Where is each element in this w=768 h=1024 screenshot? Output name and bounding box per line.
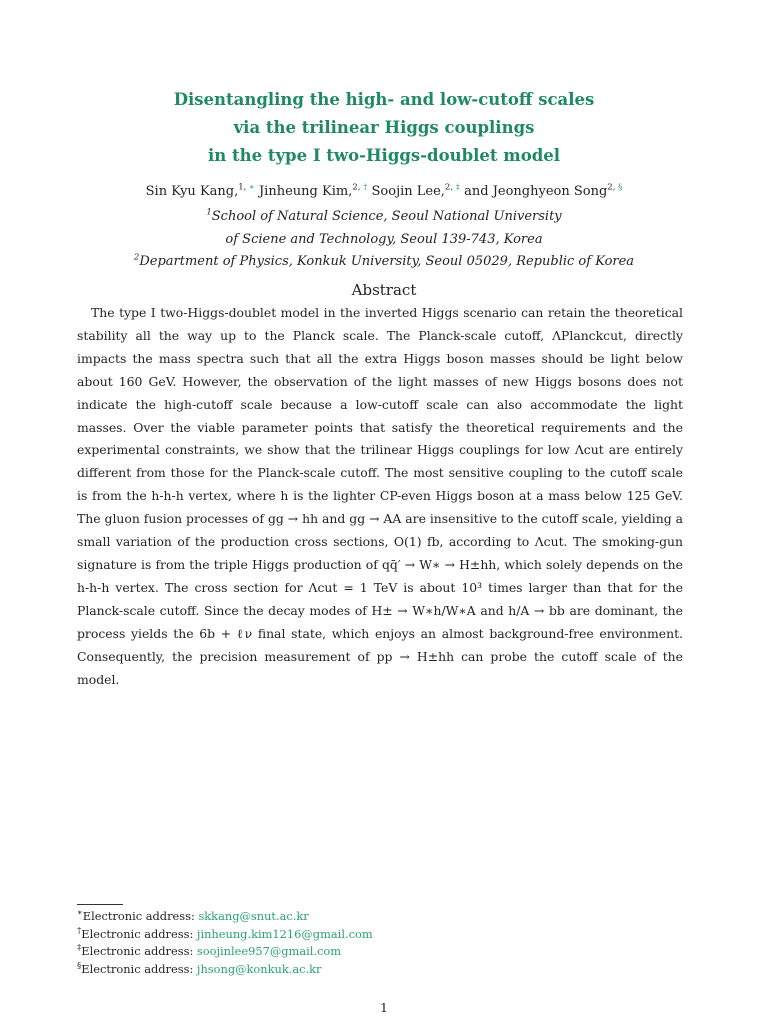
affiliation-text: Department of Physics, Konkuk University, Seoul 05029, Republic of Korea	[139, 254, 635, 269]
email-link[interactable]: soojinlee957@gmail.com	[196, 944, 342, 958]
footnote-label: Electronic address:	[81, 944, 197, 958]
email-link[interactable]: jhsong@konkuk.ac.kr	[196, 961, 322, 976]
footnote-mark: ∗	[77, 908, 83, 919]
affiliation-number: 1	[206, 207, 212, 218]
title-line-2: via the trilinear Higgs couplings	[233, 118, 535, 137]
abstract-body: The type I two-Higgs-doublet model in the inverted Higgs scenario can retain the theoretical stability all the way up to the Planck scale. The Planck-scale cutoff, ΛPlanckcut, directly impacts the mass spectra such that all the extra Higgs boson masses should be light below about 160 GeV. However, the observation of the light masses of new Higgs bosons does not indicate the high-cutoff scale because a low-cutoff scale can also accommodate the light masses. Over the viable parameter points that satisfy the theoretical requirements and the experimental constraints, we show that the trilinear Higgs couplings for low Λcut are entirely different from those for the Planck-scale cutoff. The most sensitive coupling to the cutoff scale is from the h-h-h vertex, where h is the lighter CP-even Higgs boson at a mass below 125 GeV. The gluon fusion processes of gg → hh and gg → AA are insensitive to the cutoff scale, yielding a small variation of the production cross sections, O(1) fb, according to Λcut. The smoking-gun signature is from the triple Higgs production of qq̄′ → W∗ → H±hh, which solely depends on the h-h-h vertex. The cross section for Λcut = 1 TeV is about 10³ times larger than that for the Planck-scale cutoff. Since the decay modes of H± → W∗h/W∗A and h/A → bb are dominant, the process yields the 6b + ℓν final state, which enjoys an almost background-free environment. Consequently, the precision measurement of pp → H±hh can probe the cutoff scale of the model.	[77, 305, 683, 687]
author-affil-mark: 1,	[238, 182, 250, 193]
footnote-label: Electronic address:	[81, 961, 197, 976]
page-number: 1	[380, 1000, 388, 1015]
affiliation-text: School of Natural Science, Seoul National University	[211, 209, 562, 224]
affiliation-number: 2	[133, 252, 140, 263]
author-name: and Jeonghyeon Song	[464, 184, 608, 199]
affiliation-text: of Sciene and Technology, Seoul 139-743, Korea	[225, 232, 543, 247]
email-link[interactable]: skkang@snut.ac.kr	[198, 909, 309, 923]
author-list	[0, 182, 768, 202]
footnote	[77, 943, 341, 961]
footnote	[77, 908, 309, 926]
footnote	[77, 961, 322, 979]
footnote-mark: ‡	[77, 943, 82, 954]
author-footnote-mark[interactable]: †	[363, 182, 368, 193]
abstract-heading: Abstract	[351, 281, 417, 299]
footnote-label: Electronic address:	[82, 909, 199, 923]
affiliation-1	[0, 207, 768, 227]
footnote-label: Electronic address:	[81, 926, 197, 941]
footnote-mark: †	[77, 925, 82, 936]
footnote-rule	[77, 904, 123, 905]
author-affil-mark: 2,	[352, 182, 364, 193]
author-name: Jinheung Kim,	[258, 184, 353, 199]
footnote-mark: §	[77, 960, 82, 971]
author-footnote-mark[interactable]: §	[618, 182, 623, 193]
author-affil-mark: 2,	[607, 182, 619, 193]
email-link[interactable]: jinheung.kim1216@gmail.com	[196, 926, 373, 941]
paper-title	[0, 86, 768, 170]
author-footnote-mark[interactable]: ‡	[455, 182, 460, 193]
author-name: Sin Kyu Kang,	[145, 184, 239, 199]
author-name: Soojin Lee,	[371, 184, 445, 199]
author-footnote-mark[interactable]: ∗	[249, 182, 255, 193]
author-affil-mark: 2,	[444, 182, 456, 193]
footnote	[77, 926, 373, 944]
title-line-3: in the type I two-Higgs-doublet model	[207, 146, 561, 165]
title-line-1: Disentangling the high- and low-cutoff scales	[173, 90, 595, 109]
affiliation-1-cont	[0, 230, 768, 250]
affiliation-2	[0, 252, 768, 272]
